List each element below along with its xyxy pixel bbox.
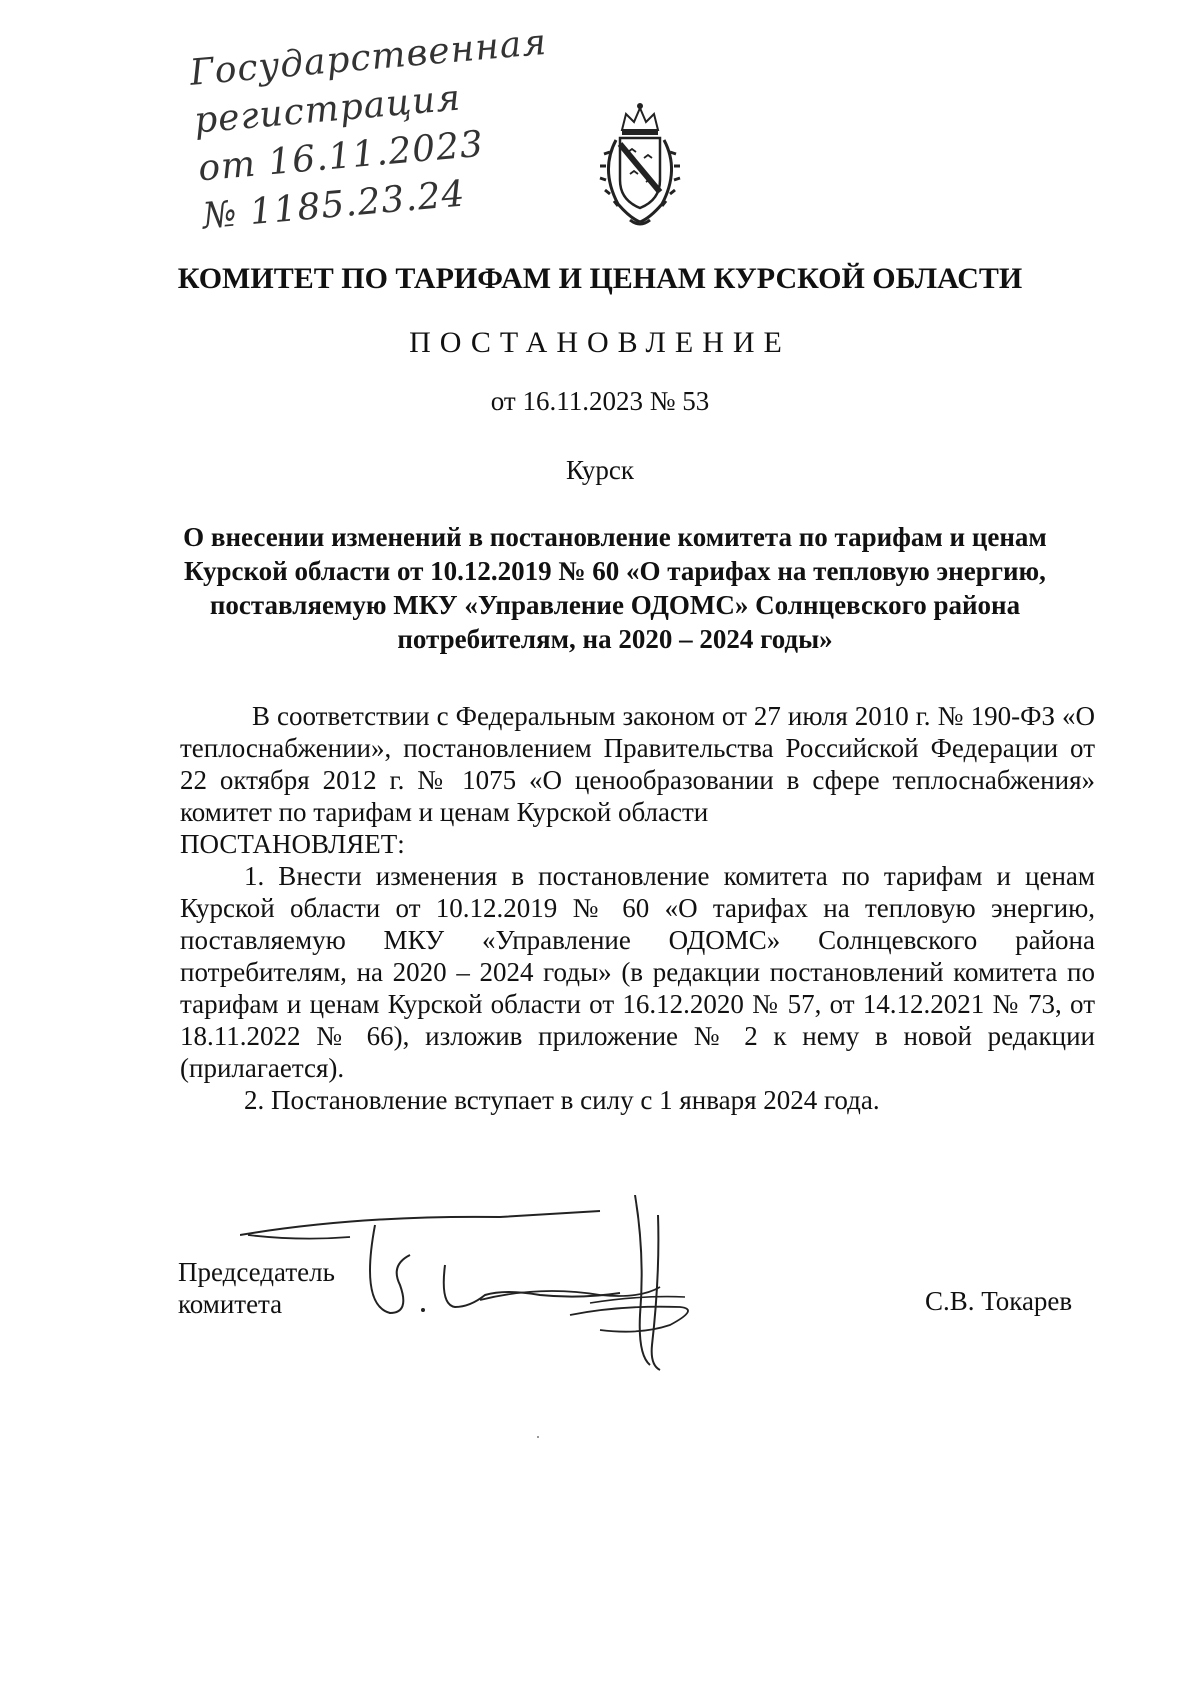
subject-line: О внесении изменений в постановление комитета по тарифам и ценам bbox=[183, 522, 1047, 552]
signatory-name: С.В. Токарев bbox=[925, 1286, 1073, 1316]
document-date-number: от 16.11.2023 № 53 bbox=[490, 386, 710, 416]
scan-speck bbox=[537, 1436, 539, 1438]
decree-word: ПОСТАНОВЛЯЕТ: bbox=[180, 829, 405, 859]
preamble-paragraph: В соответствии с Федеральным законом от 27 июля 2010 г. № 190-ФЗ «О теплоснабжении», постановлением Правительства Российской Федерации от 22 октября 2012 г. № 1075 «О ценообразовании в сфере теплоснабжения» комитет по тарифам и ценам Курской области bbox=[180, 701, 1095, 827]
subject-line: потребителям, на 2020 – 2024 годы» bbox=[397, 624, 833, 654]
registration-note-line: № 1185.23.24 bbox=[200, 173, 468, 238]
coat-of-arms-icon bbox=[590, 100, 690, 228]
signatory-title-line: комитета bbox=[178, 1289, 283, 1319]
registration-note-line: Государственная bbox=[188, 21, 549, 94]
committee-name: КОМИТЕТ ПО ТАРИФАМ И ЦЕНАМ КУРСКОЙ ОБЛАСТИ bbox=[177, 262, 1023, 295]
item-2-paragraph: 2. Постановление вступает в силу с 1 января 2024 года. bbox=[244, 1085, 880, 1115]
signatory-title-line: Председатель bbox=[178, 1257, 335, 1287]
document-body bbox=[180, 700, 1095, 1116]
document-subject bbox=[170, 520, 1060, 656]
document-type: ПОСТАНОВЛЕНИЕ bbox=[409, 326, 791, 359]
subject-line: поставляемую МКУ «Управление ОДОМС» Солнцевского района bbox=[209, 590, 1021, 620]
handwritten-registration-note bbox=[188, 19, 562, 241]
document-city: Курск bbox=[565, 455, 635, 485]
subject-line: Курской области от 10.12.2019 № 60 «О тарифах на тепловую энергию, bbox=[184, 556, 1046, 586]
registration-note-line: от 16.11.2023 bbox=[196, 123, 486, 190]
signatory-title bbox=[178, 1256, 335, 1320]
registration-note-line: регистрация bbox=[192, 77, 463, 142]
item-1-paragraph: 1. Внести изменения в постановление комитета по тарифам и ценам Курской области от 10.12.2019 № 60 «О тарифах на тепловую энергию, поставляемую МКУ «Управление ОДОМС» Солнцевского района потребителям, на 2020 – 2024 годы» (в редакции постановлений комитета по тарифам и ценам Курской области от 16.12.2020 № 57, от 14.12.2021 № 73, от 18.11.2022 № 66), изложив приложение № 2 к нему в новой редакции (прилагается). bbox=[180, 861, 1095, 1083]
